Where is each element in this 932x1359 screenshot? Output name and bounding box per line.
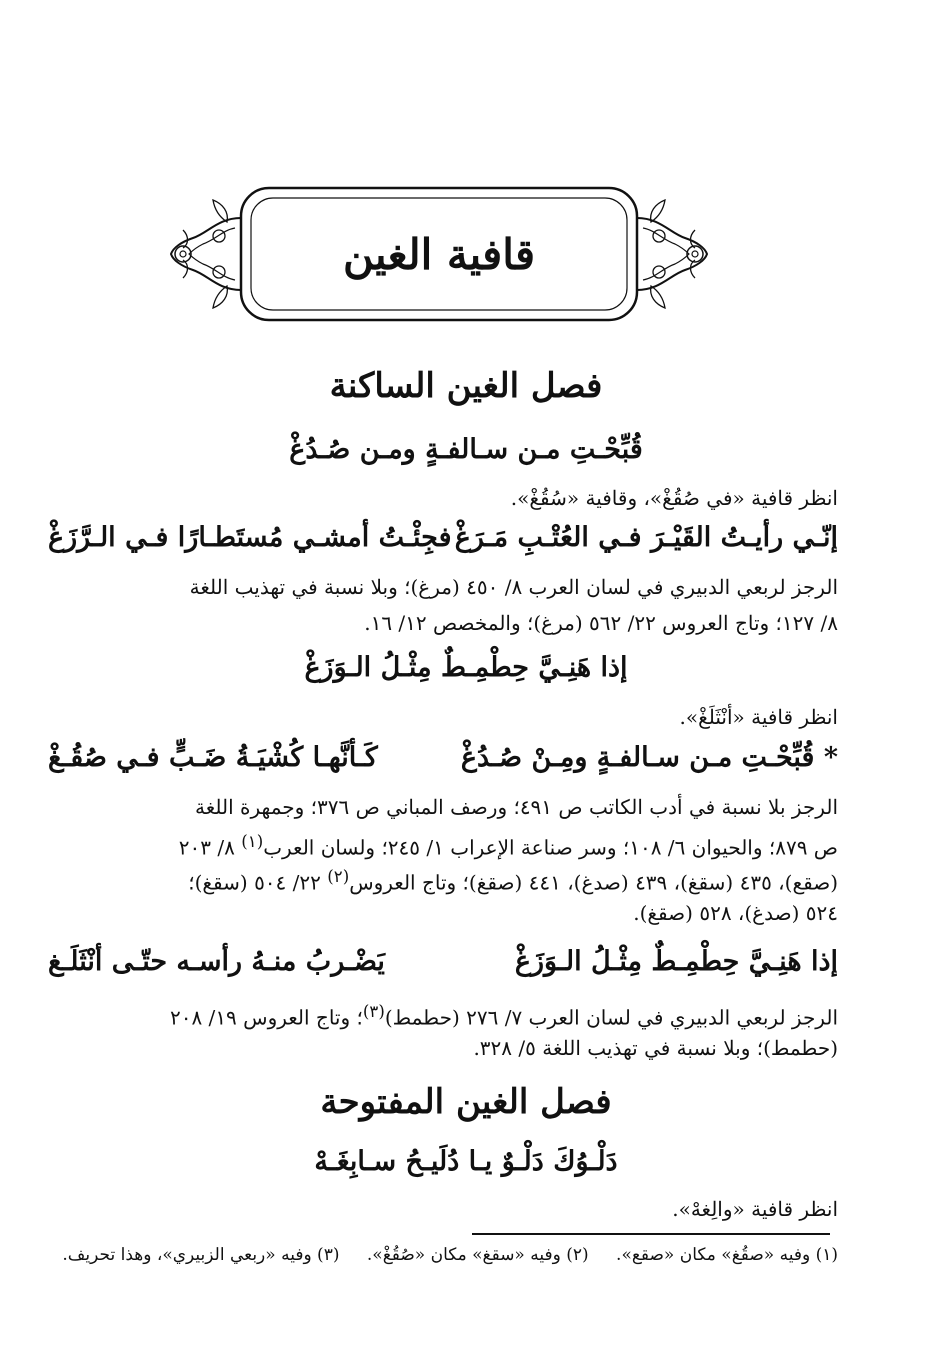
commentary-text: ؛ وتاج العروس ١٩/ ٢٠٨ xyxy=(169,1005,363,1030)
verse-couplet-starred xyxy=(48,742,838,782)
footnote-3: (٣) وفيه «ربعي الزبيري»، وهذا تحريف. xyxy=(62,1245,340,1265)
footnote-marker: (٢) xyxy=(327,867,350,886)
star-marker: * xyxy=(823,742,838,773)
footnote-marker: (١) xyxy=(241,832,264,851)
section-heading-maftuha: فصل الغين المفتوحة xyxy=(320,1082,612,1122)
footnotes xyxy=(40,1242,838,1268)
footnote-marker: (٣) xyxy=(362,1002,385,1021)
cross-reference: انظر قافية «أنْثَلَغْ». xyxy=(679,705,838,729)
commentary-text: الرجز لربعي الدبيري في لسان العرب ٧/ ٢٧٦ (حطمط) xyxy=(384,1005,838,1030)
commentary-line xyxy=(48,825,838,865)
commentary-line xyxy=(48,995,838,1035)
verse-first-hemistich xyxy=(461,742,838,773)
verse-couplet xyxy=(48,522,838,562)
section-heading-sakina: فصل الغين الساكنة xyxy=(329,366,603,406)
verse-text: قُبِّحْـتِ مـن سـالفـةٍ ومِـنْ صُـدُغْ xyxy=(460,742,815,773)
commentary-text: ٢٢/ ٥٠٤ (سقغ)؛ xyxy=(188,870,328,895)
verse-first-hemistich: إنّـي رأيـتُ القَيْـرَ فـي العُتْـبِ مَـرَغْ xyxy=(454,522,838,553)
commentary-line: ٥٢٤ (صدغ)، ٥٢٨ (صقغ). xyxy=(633,901,838,925)
verse-line: إذا هَنِـيَّ حِطْمِـطٌ مِثْـلُ الـوَزَغْ xyxy=(304,652,628,683)
verse-second-hemistich: كَـأنَّهـا كُشْيَـةُ ضَـبٍّ فـي صُقُـغْ xyxy=(48,742,378,773)
commentary-text: (صقع)، ٤٣٥ (سقغ)، ٤٣٩ (صدغ)، ٤٤١ (صقغ)؛ وتاج العروس xyxy=(349,870,838,895)
commentary-line xyxy=(48,860,838,900)
commentary-text: ص ٨٧٩؛ والحيوان ٦/ ١٠٨؛ وسر صناعة الإعراب ١/ ٢٤٥؛ ولسان العرب xyxy=(263,835,838,860)
commentary-line: الرجز بلا نسبة في أدب الكاتب ص ٤٩١؛ ورصف المباني ص ٣٧٦؛ وجمهرة اللغة xyxy=(195,795,838,819)
footnote-2: (٢) وفيه «سقغ» مكان «صُقُغْ». xyxy=(366,1245,589,1265)
verse-couplet xyxy=(48,946,838,986)
verse-line: قُبِّحْـتِ مـن سـالفـةٍ ومـن صُـدُغْ xyxy=(289,434,643,465)
verse-line: دَلْـوُكَ دَلْـوٌ يـا دُلَيـحُ سـابِغَـهْ xyxy=(314,1146,618,1177)
verse-first-hemistich: إذا هَنِـيَّ حِطْمِـطٌ مِثْـلُ الـوَزَغْ xyxy=(514,946,838,977)
verse-second-hemistich: يَضْـربُ منـهُ رأسـه حتّـى أنْثَلَـغ xyxy=(48,946,385,977)
verse-second-hemistich: فجِئْـتُ أمشـي مُستَطـارًا فـي الـرَّزَغْ xyxy=(48,522,452,553)
chapter-title: قافية الغين xyxy=(342,229,536,279)
footnote-divider xyxy=(472,1233,830,1235)
cross-reference: انظر قافية «في صُقُغْ»، وقافية «سُقُغْ». xyxy=(510,486,838,510)
commentary-line: (حطمط)؛ وبلا نسبة في تهذيب اللغة ٥/ ٣٢٨. xyxy=(473,1036,838,1060)
title-frame xyxy=(163,178,715,330)
commentary-text: ٨/ ٢٠٣ xyxy=(178,835,242,860)
cross-reference: انظر قافية «والِغهْ». xyxy=(672,1197,838,1221)
commentary-line: الرجز لربعي الدبيري في لسان العرب ٨/ ٤٥٠ (مرغ)؛ وبلا نسبة في تهذيب اللغة xyxy=(189,575,838,599)
footnote-1: (١) وفيه «صقُغ» مكان «صقع». xyxy=(616,1245,838,1265)
commentary-line: ٨/ ١٢٧؛ وتاج العروس ٢٢/ ٥٦٢ (مرغ)؛ والمخصص ١٢/ ١٦. xyxy=(364,611,838,635)
